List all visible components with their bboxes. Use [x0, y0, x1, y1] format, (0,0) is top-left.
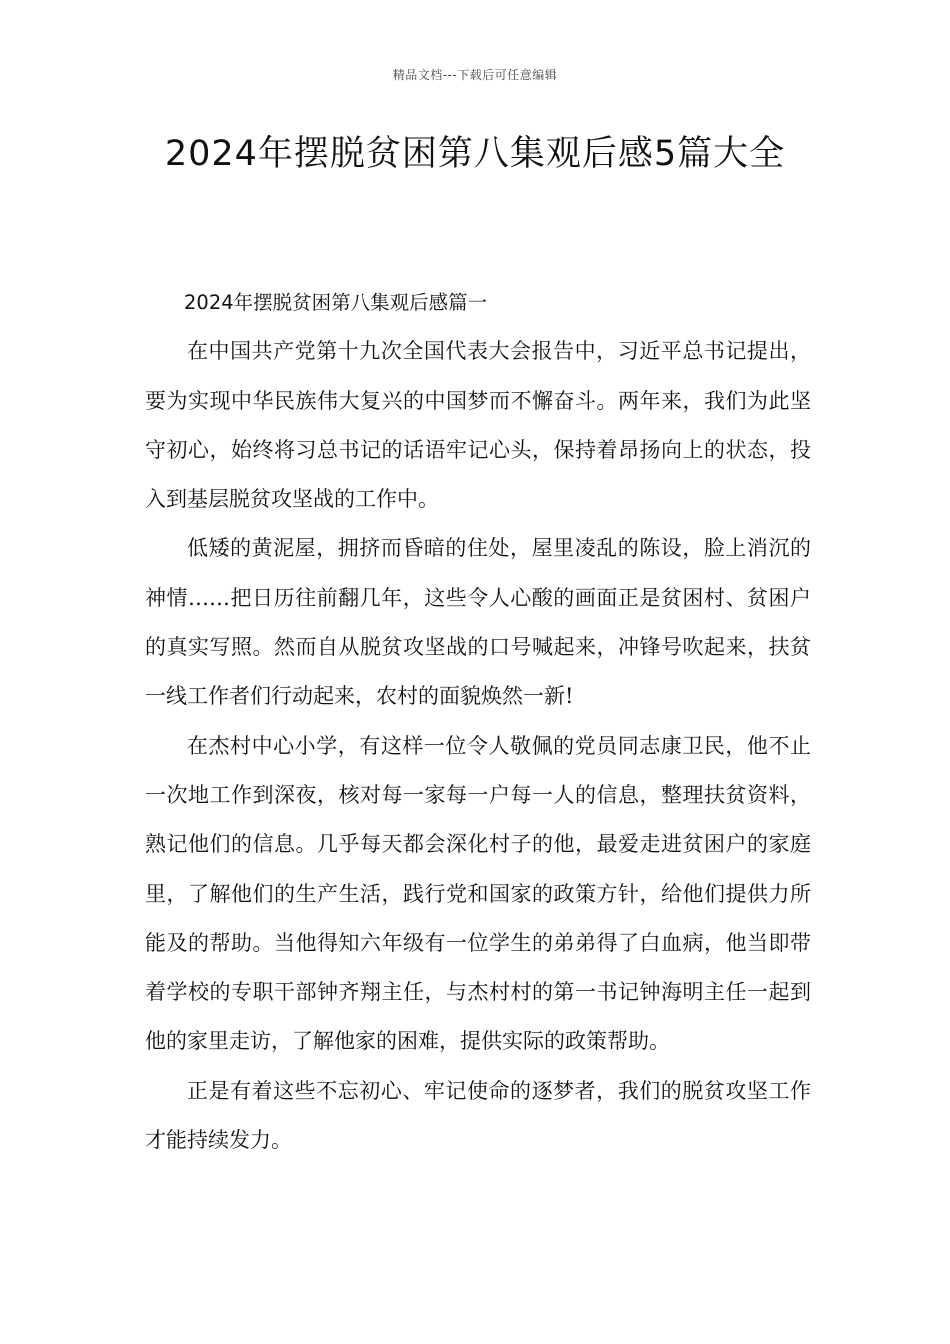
- paragraph-1: 在中国共产党第十九次全国代表大会报告中，习近平总书记提出，要为实现中华民族伟大复兴的中国梦而不懈奋斗。两年来，我们为此坚守初心，始终将习总书记的话语牢记心头，保持着昂扬向上的状态，投入到基层脱贫攻坚战的工作中。: [145, 339, 811, 512]
- document-body: [145, 278, 811, 1165]
- section-heading: 2024年摆脱贫困第八集观后感篇一: [184, 291, 488, 314]
- paragraph-3: 在杰村中心小学，有这样一位令人敬佩的党员同志康卫民，他不止一次地工作到深夜，核对每一家每一户每一人的信息，整理扶贫资料，熟记他们的信息。几乎每天都会深化村子的他，最爱走进贫困户的家庭里，了解他们的生产生活，践行党和国家的政策方针，给他们提供力所能及的帮助。当他得知六年级有一位学生的弟弟得了白血病，他当即带着学校的专职干部钟齐翔主任，与杰村村的第一书记钟海明主任一起到他的家里走访，了解他家的困难，提供实际的政策帮助。: [145, 733, 811, 1054]
- paragraph-2: 低矮的黄泥屋，拥挤而昏暗的住处，屋里凌乱的陈设，脸上消沉的神情……把日历往前翻几年，这些令人心酸的画面正是贫困村、贫困户的真实写照。然而自从脱贫攻坚战的口号喊起来，冲锋号吹起来，扶贫一线工作者们行动起来，农村的面貌焕然一新!: [145, 536, 811, 709]
- document-title: 2024年摆脱贫困第八集观后感5篇大全: [164, 134, 786, 174]
- header-note: 精品文档---下载后可任意编辑: [392, 68, 558, 82]
- paragraph-4: 正是有着这些不忘初心、牢记使命的逐梦者，我们的脱贫攻坚工作才能持续发力。: [145, 1078, 811, 1153]
